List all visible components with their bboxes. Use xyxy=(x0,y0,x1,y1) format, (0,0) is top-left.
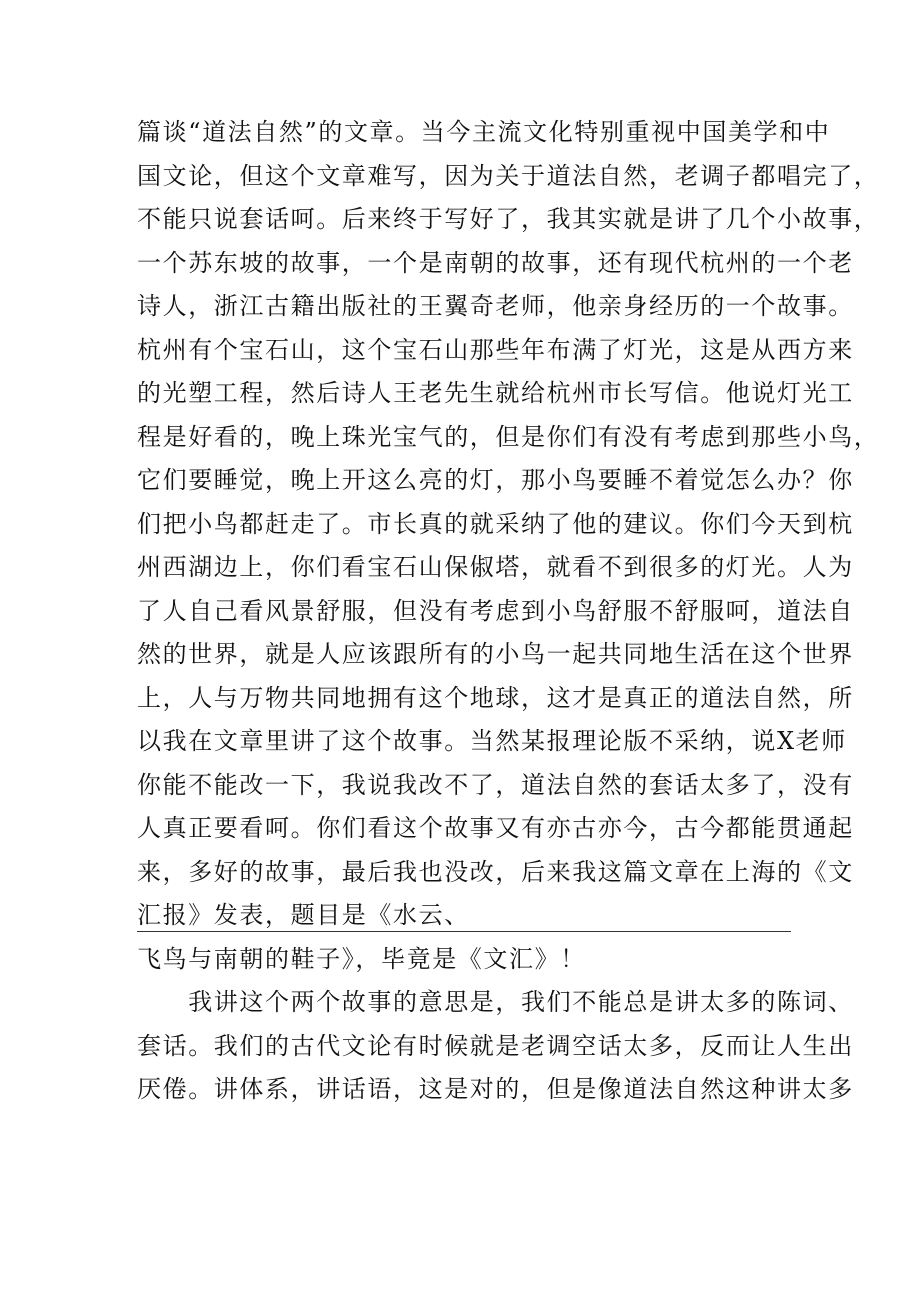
text-line: 人真正要看呵。你们看这个故事又有亦古亦今，古今都能贯通起 xyxy=(137,814,854,842)
text-line: 飞鸟与南朝的鞋子》，毕竟是《文汇》！ xyxy=(137,945,586,973)
text-line: 程是好看的，晚上珠光宝气的，但是你们有没有考虑到那些小鸟， xyxy=(137,423,880,451)
text-line: 汇报》发表，题目是《水云、 xyxy=(137,901,470,929)
text-line: 们把小鸟都赶走了。市长真的就采纳了他的建议。你们今天到杭 xyxy=(137,510,854,538)
text-line: 诗人，浙江古籍出版社的王翼奇老师，他亲身经历的一个故事。 xyxy=(137,292,854,320)
text-line: 州西湖边上，你们看宝石山保俶塔，就看不到很多的灯光。人为 xyxy=(137,553,854,581)
text-line: 以我在文章里讲了这个故事。当然某报理论版不采纳，说X老师 xyxy=(137,727,847,755)
text-line: 你能不能改一下，我说我改不了，道法自然的套话太多了，没有 xyxy=(137,771,854,799)
text-line: 一个苏东坡的故事，一个是南朝的故事，还有现代杭州的一个老 xyxy=(137,249,854,277)
text-line: 杭州有个宝石山，这个宝石山那些年布满了灯光，这是从西方来 xyxy=(137,336,854,364)
text-line: 套话。我们的古代文论有时候就是老调空话太多，反而让人生出 xyxy=(137,1032,854,1060)
text-line: 国文论，但这个文章难写，因为关于道法自然，老调子都唱完了， xyxy=(137,162,880,190)
page-break-rule xyxy=(137,931,791,932)
text-line: 厌倦。讲体系，讲话语，这是对的，但是像道法自然这种讲太多 xyxy=(137,1075,854,1103)
text-line: 它们要睡觉，晚上开这么亮的灯，那小鸟要睡不着觉怎么办？你 xyxy=(137,466,854,494)
text-line: 篇谈“道法自然”的文章。当今主流文化特别重视中国美学和中 xyxy=(137,118,831,146)
text-line: 我讲这个两个故事的意思是，我们不能总是讲太多的陈词、 xyxy=(137,988,854,1016)
text-line: 了人自己看风景舒服，但没有考虑到小鸟舒服不舒服呵，道法自 xyxy=(137,597,854,625)
text-line: 然的世界，就是人应该跟所有的小鸟一起共同地生活在这个世界 xyxy=(137,640,854,668)
text-line: 来，多好的故事，最后我也没改，后来我这篇文章在上海的《文 xyxy=(137,858,854,886)
text-line: 不能只说套话呵。后来终于写好了，我其实就是讲了几个小故事， xyxy=(137,205,880,233)
text-line: 上，人与万物共同地拥有这个地球，这才是真正的道法自然，所 xyxy=(137,684,854,712)
text-line: 的光塑工程，然后诗人王老先生就给杭州市长写信。他说灯光工 xyxy=(137,379,854,407)
